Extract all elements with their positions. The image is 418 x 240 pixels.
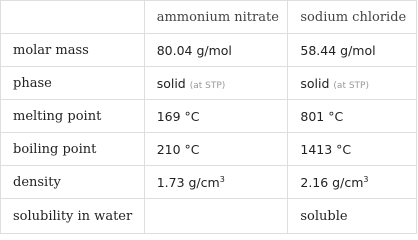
density-sodium-chloride-cell [288, 166, 417, 199]
phase-ammonium-nitrate: solid [156, 75, 186, 91]
molar-mass-ammonium-nitrate: 80.04 g/mol [144, 34, 288, 67]
boiling-point-sodium-chloride: 1413 °C [288, 133, 417, 166]
header-sodium-chloride: sodium chloride [288, 1, 417, 34]
row-label-boiling-point: boiling point [1, 133, 145, 166]
density-ammonium-nitrate-cell [144, 166, 288, 199]
header-row [1, 1, 417, 34]
density-ammonium-nitrate-exponent: 3 [219, 174, 225, 184]
boiling-point-ammonium-nitrate: 210 °C [144, 133, 288, 166]
phase-sodium-chloride-cell [288, 67, 417, 100]
molar-mass-sodium-chloride: 58.44 g/mol [288, 34, 417, 67]
density-sodium-chloride-exponent: 3 [363, 174, 369, 184]
solubility-sodium-chloride: soluble [288, 199, 417, 234]
table-row-melting-point [1, 100, 417, 133]
row-label-density: density [1, 166, 145, 199]
row-label-phase: phase [1, 67, 145, 100]
phase-ammonium-nitrate-cell [144, 67, 288, 100]
table-row-boiling-point [1, 133, 417, 166]
row-label-molar-mass: molar mass [1, 34, 145, 67]
header-corner-cell [1, 1, 145, 34]
table-row-molar-mass [1, 34, 417, 67]
density-ammonium-nitrate: 1.73 g/cm [156, 174, 220, 190]
header-ammonium-nitrate: ammonium nitrate [144, 1, 288, 34]
table-row-density [1, 166, 417, 199]
table-row-solubility [1, 199, 417, 234]
density-sodium-chloride: 2.16 g/cm [300, 174, 364, 190]
phase-sodium-chloride-note: (at STP) [333, 80, 369, 91]
melting-point-ammonium-nitrate: 169 °C [144, 100, 288, 133]
row-label-melting-point: melting point [1, 100, 145, 133]
phase-ammonium-nitrate-note: (at STP) [189, 80, 226, 91]
phase-sodium-chloride: solid [300, 75, 330, 91]
table-row-phase [1, 67, 417, 100]
row-label-solubility: solubility in water [1, 199, 145, 234]
melting-point-sodium-chloride: 801 °C [288, 100, 417, 133]
solubility-ammonium-nitrate [144, 199, 288, 234]
